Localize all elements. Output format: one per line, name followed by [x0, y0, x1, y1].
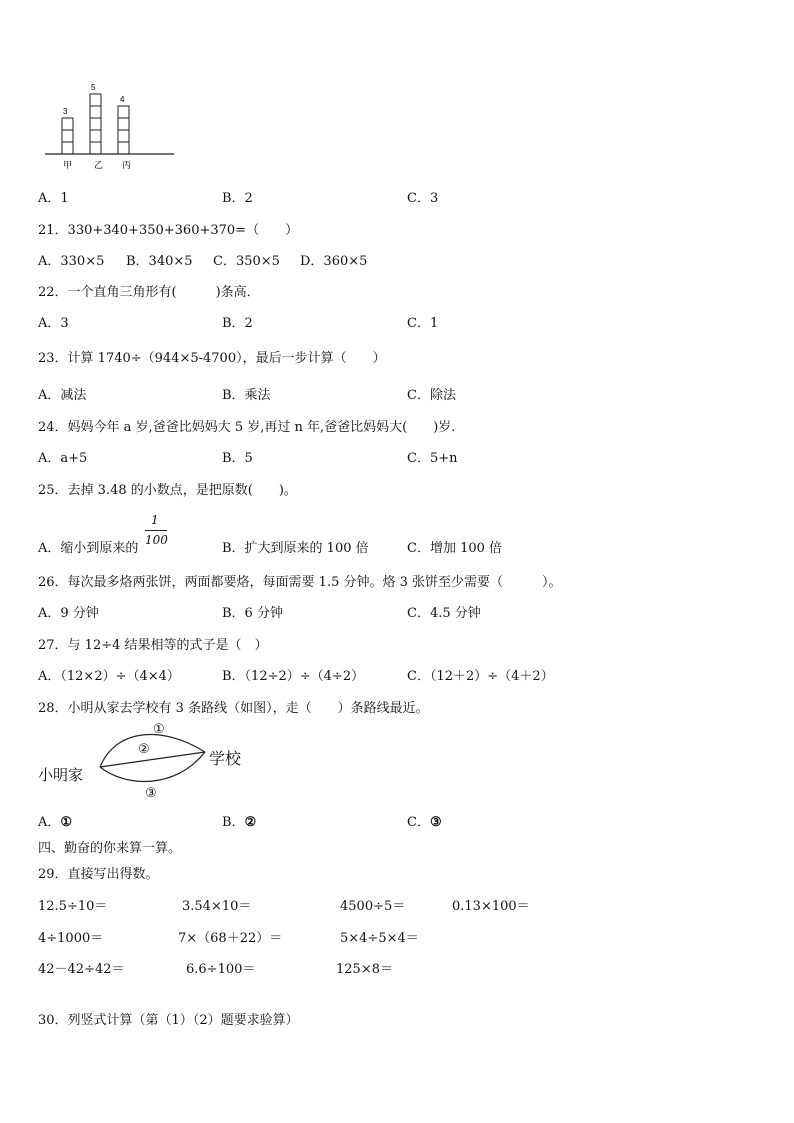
q30-stem: 30．列竖式计算（第（1）（2）题要求验算）: [38, 1013, 299, 1028]
q28-option-a: A．①: [38, 815, 73, 830]
q27-stem: 27．与 12÷4 结果相等的式子是（ ）: [38, 638, 268, 653]
q24-option-b: B．5: [222, 451, 253, 466]
q25-option-b: B．扩大到原来的 100 倍: [222, 541, 369, 556]
q23-option-a: A．减法: [38, 388, 87, 403]
q22-option-a: A．3: [38, 316, 69, 331]
route-3-path: [100, 752, 205, 781]
q22-stem: 22．一个直角三角形有( )条高．: [38, 285, 260, 300]
q29-stem: 29．直接写出得数。: [38, 867, 159, 882]
route-mark-2: ②: [138, 742, 150, 757]
q21-stem: 21．330+340+350+360+370=（ ）: [38, 223, 299, 238]
bar-value-yi: 5: [91, 83, 96, 92]
q21-option-a: A．330×5: [38, 254, 105, 269]
q21-option-c: C．350×5: [213, 254, 280, 269]
bar-bing: [118, 106, 129, 154]
route-1-path: [100, 734, 205, 767]
calc-item: 4500÷5＝: [340, 899, 406, 914]
calc-item: 5×4÷5×4＝: [340, 931, 419, 946]
route-2-path: [100, 752, 205, 767]
calc-item: 125×8＝: [336, 962, 393, 977]
section-4-title: 四、勤奋的你来算一算。: [38, 841, 182, 856]
q25-option-a: A．缩小到原来的: [38, 541, 139, 556]
bar-jia: [62, 118, 73, 154]
q21-option-d: D．360×5: [300, 254, 368, 269]
q25-option-c: C．增加 100 倍: [407, 541, 503, 556]
q25-fraction-bar: [145, 530, 167, 531]
calc-item: 0.13×100＝: [452, 899, 530, 914]
q23-option-c: C．除法: [407, 388, 456, 403]
bar-value-bing: 4: [120, 95, 125, 104]
q28-stem: 28．小明从家去学校有 3 条路线（如图），走（ ）条路线最近。: [38, 701, 429, 716]
q20-option-c: C．3: [407, 191, 439, 206]
q24-stem: 24．妈妈今年 a 岁,爸爸比妈妈大 5 岁,再过 n 年,爸爸比妈妈大( )岁.: [38, 420, 456, 435]
calc-item: 7×（68＋22）＝: [178, 931, 283, 946]
q20-option-a: A．1: [38, 191, 69, 206]
q22-option-b: B．2: [222, 316, 253, 331]
q26-stem: 26．每次最多烙两张饼，两面都要烙，每面需要 1.5 分钟。烙 3 张饼至少需要（ ）。: [38, 575, 562, 590]
q26-option-a: A．9 分钟: [38, 606, 99, 621]
q25-stem: 25．去掉 3.48 的小数点，是把原数( )。: [38, 483, 297, 498]
school-label: 学校: [209, 749, 242, 768]
calc-item: 12.5÷10＝: [38, 899, 108, 914]
q26-option-b: B．6 分钟: [222, 606, 283, 621]
calc-item: 6.6÷100＝: [186, 962, 256, 977]
bar-label-yi: 乙: [94, 161, 104, 171]
q22-option-c: C．1: [407, 316, 439, 331]
calc-item: 3.54×10＝: [182, 899, 252, 914]
q24-option-c: C．5+n: [407, 451, 458, 466]
calc-item: 4÷1000＝: [38, 931, 104, 946]
q26-option-c: C．4.5 分钟: [407, 606, 481, 621]
q23-stem: 23．计算 1740÷（944×5-4700），最后一步计算（ ）: [38, 351, 386, 366]
route-mark-3: ③: [145, 786, 157, 801]
q25-fraction-numerator: 1: [151, 513, 159, 527]
q27-option-b: B．（12÷2）÷（4÷2）: [222, 669, 365, 684]
bar-label-bing: 丙: [122, 161, 132, 171]
bar-yi: [90, 94, 101, 154]
bar-label-jia: 甲: [63, 161, 73, 171]
q28-option-b: B．②: [222, 815, 257, 830]
route-mark-1: ①: [153, 722, 165, 737]
q24-option-a: A．a+5: [38, 451, 88, 466]
q27-option-a: A．（12×2）÷（4×4）: [38, 669, 180, 684]
bar-chart-figure: [40, 80, 180, 175]
q28-option-c: C．③: [407, 815, 442, 830]
home-label: 小明家: [38, 766, 84, 784]
q21-option-b: B．340×5: [126, 254, 193, 269]
q20-option-b: B．2: [222, 191, 253, 206]
q23-option-b: B．乘法: [222, 388, 271, 403]
q27-option-c: C．（12＋2）÷（4＋2）: [407, 669, 554, 684]
bar-value-jia: 3: [63, 107, 68, 116]
q25-fraction-denominator: 100: [145, 533, 168, 547]
calc-item: 42－42÷42＝: [38, 962, 125, 977]
